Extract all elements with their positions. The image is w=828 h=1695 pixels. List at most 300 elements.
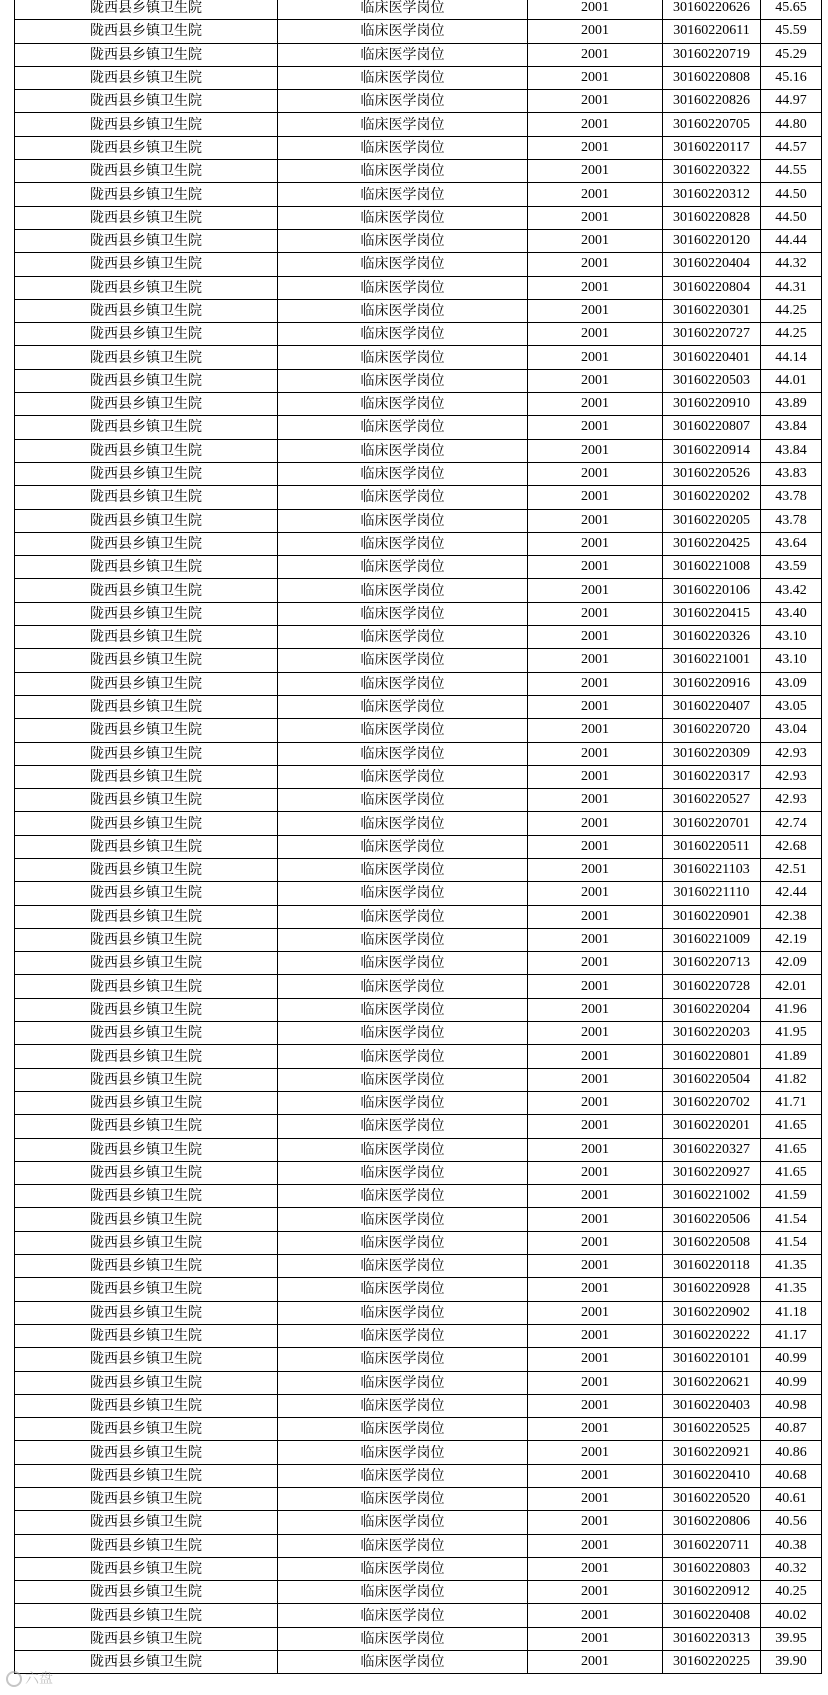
table-row	[15, 486, 822, 509]
table-row	[15, 928, 822, 951]
score-cell: 43.09	[761, 672, 822, 695]
score-cell: 42.93	[761, 742, 822, 765]
ticket-number-cell: 30160220317	[663, 765, 761, 788]
score-cell: 41.18	[761, 1301, 822, 1324]
position-cell: 临床医学岗位	[278, 1441, 528, 1464]
unit-cell: 陇西县乡镇卫生院	[15, 1231, 278, 1254]
unit-cell: 陇西县乡镇卫生院	[15, 229, 278, 252]
score-cell: 45.59	[761, 20, 822, 43]
table-row	[15, 1255, 822, 1278]
table-row	[15, 1394, 822, 1417]
table-row	[15, 90, 822, 113]
position-code-cell: 2001	[528, 1115, 663, 1138]
ticket-number-cell: 30160220807	[663, 416, 761, 439]
unit-cell: 陇西县乡镇卫生院	[15, 1604, 278, 1627]
score-cell: 40.99	[761, 1348, 822, 1371]
position-code-cell: 2001	[528, 90, 663, 113]
score-cell: 42.51	[761, 858, 822, 881]
unit-cell: 陇西县乡镇卫生院	[15, 975, 278, 998]
score-cell: 43.10	[761, 649, 822, 672]
position-cell: 临床医学岗位	[278, 858, 528, 881]
unit-cell: 陇西县乡镇卫生院	[15, 206, 278, 229]
unit-cell: 陇西县乡镇卫生院	[15, 1324, 278, 1347]
ticket-number-cell: 30160220425	[663, 532, 761, 555]
table-row	[15, 882, 822, 905]
position-code-cell: 2001	[528, 1511, 663, 1534]
unit-cell: 陇西县乡镇卫生院	[15, 998, 278, 1021]
position-cell: 临床医学岗位	[278, 556, 528, 579]
position-cell: 临床医学岗位	[278, 1581, 528, 1604]
score-cell: 43.84	[761, 439, 822, 462]
score-cell: 43.59	[761, 556, 822, 579]
position-code-cell: 2001	[528, 253, 663, 276]
score-cell: 41.65	[761, 1115, 822, 1138]
unit-cell: 陇西县乡镇卫生院	[15, 695, 278, 718]
ticket-number-cell: 30160220713	[663, 952, 761, 975]
position-code-cell: 2001	[528, 626, 663, 649]
ticket-number-cell: 30160220720	[663, 719, 761, 742]
score-cell: 40.99	[761, 1371, 822, 1394]
table-row	[15, 649, 822, 672]
score-cell: 41.65	[761, 1138, 822, 1161]
position-cell: 临床医学岗位	[278, 1301, 528, 1324]
unit-cell: 陇西县乡镇卫生院	[15, 1511, 278, 1534]
position-code-cell: 2001	[528, 1138, 663, 1161]
unit-cell: 陇西县乡镇卫生院	[15, 1022, 278, 1045]
table-row	[15, 1185, 822, 1208]
table-row	[15, 439, 822, 462]
unit-cell: 陇西县乡镇卫生院	[15, 136, 278, 159]
unit-cell: 陇西县乡镇卫生院	[15, 1348, 278, 1371]
table-row	[15, 1278, 822, 1301]
table-row	[15, 952, 822, 975]
table-row	[15, 1161, 822, 1184]
position-cell: 临床医学岗位	[278, 1161, 528, 1184]
ticket-number-cell: 30160220504	[663, 1068, 761, 1091]
table-row	[15, 1557, 822, 1580]
table-row	[15, 1022, 822, 1045]
unit-cell: 陇西县乡镇卫生院	[15, 509, 278, 532]
unit-cell: 陇西县乡镇卫生院	[15, 1441, 278, 1464]
score-cell: 40.25	[761, 1581, 822, 1604]
score-cell: 41.65	[761, 1161, 822, 1184]
position-code-cell: 2001	[528, 1278, 663, 1301]
table-row	[15, 253, 822, 276]
position-cell: 临床医学岗位	[278, 1091, 528, 1114]
position-code-cell: 2001	[528, 1301, 663, 1324]
unit-cell: 陇西县乡镇卫生院	[15, 835, 278, 858]
unit-cell: 陇西县乡镇卫生院	[15, 765, 278, 788]
score-cell: 41.82	[761, 1068, 822, 1091]
position-cell: 临床医学岗位	[278, 1231, 528, 1254]
score-cell: 43.84	[761, 416, 822, 439]
position-code-cell: 2001	[528, 1488, 663, 1511]
position-cell: 临床医学岗位	[278, 1022, 528, 1045]
ticket-number-cell: 30160220912	[663, 1581, 761, 1604]
position-code-cell: 2001	[528, 579, 663, 602]
position-code-cell: 2001	[528, 1441, 663, 1464]
position-cell: 临床医学岗位	[278, 975, 528, 998]
ticket-number-cell: 30160220526	[663, 462, 761, 485]
unit-cell: 陇西县乡镇卫生院	[15, 672, 278, 695]
score-cell: 40.68	[761, 1464, 822, 1487]
table-row	[15, 206, 822, 229]
position-code-cell: 2001	[528, 1208, 663, 1231]
position-cell: 临床医学岗位	[278, 416, 528, 439]
ticket-number-cell: 30160221110	[663, 882, 761, 905]
ticket-number-cell: 30160220410	[663, 1464, 761, 1487]
score-cell: 41.35	[761, 1255, 822, 1278]
score-cell: 42.44	[761, 882, 822, 905]
position-cell: 临床医学岗位	[278, 719, 528, 742]
position-code-cell: 2001	[528, 1464, 663, 1487]
position-code-cell: 2001	[528, 1627, 663, 1650]
position-code-cell: 2001	[528, 416, 663, 439]
unit-cell: 陇西县乡镇卫生院	[15, 789, 278, 812]
unit-cell: 陇西县乡镇卫生院	[15, 1068, 278, 1091]
score-cell: 43.42	[761, 579, 822, 602]
position-code-cell: 2001	[528, 369, 663, 392]
table-row	[15, 276, 822, 299]
ticket-number-cell: 30160221009	[663, 928, 761, 951]
table-row	[15, 43, 822, 66]
unit-cell: 陇西县乡镇卫生院	[15, 486, 278, 509]
position-cell: 临床医学岗位	[278, 43, 528, 66]
position-cell: 临床医学岗位	[278, 602, 528, 625]
unit-cell: 陇西县乡镇卫生院	[15, 160, 278, 183]
position-code-cell: 2001	[528, 323, 663, 346]
score-cell: 41.59	[761, 1185, 822, 1208]
score-cell: 41.17	[761, 1324, 822, 1347]
ticket-number-cell: 30160221103	[663, 858, 761, 881]
ticket-number-cell: 30160220309	[663, 742, 761, 765]
score-cell: 42.68	[761, 835, 822, 858]
ticket-number-cell: 30160220901	[663, 905, 761, 928]
ticket-number-cell: 30160220525	[663, 1418, 761, 1441]
position-cell: 临床医学岗位	[278, 1045, 528, 1068]
unit-cell: 陇西县乡镇卫生院	[15, 1138, 278, 1161]
score-cell: 40.02	[761, 1604, 822, 1627]
position-code-cell: 2001	[528, 1371, 663, 1394]
table-row	[15, 1324, 822, 1347]
unit-cell: 陇西县乡镇卫生院	[15, 346, 278, 369]
table-row	[15, 1627, 822, 1650]
table-row	[15, 742, 822, 765]
table-row	[15, 1091, 822, 1114]
unit-cell: 陇西县乡镇卫生院	[15, 393, 278, 416]
table-row	[15, 532, 822, 555]
ticket-number-cell: 30160220408	[663, 1604, 761, 1627]
score-cell: 41.54	[761, 1208, 822, 1231]
results-table-body	[15, 0, 822, 1674]
position-code-cell: 2001	[528, 136, 663, 159]
position-code-cell: 2001	[528, 462, 663, 485]
score-cell: 41.89	[761, 1045, 822, 1068]
position-code-cell: 2001	[528, 532, 663, 555]
position-cell: 临床医学岗位	[278, 1208, 528, 1231]
position-cell: 临床医学岗位	[278, 206, 528, 229]
unit-cell: 陇西县乡镇卫生院	[15, 812, 278, 835]
ticket-number-cell: 30160220803	[663, 1557, 761, 1580]
ticket-number-cell: 30160220914	[663, 439, 761, 462]
position-cell: 临床医学岗位	[278, 393, 528, 416]
position-cell: 临床医学岗位	[278, 1324, 528, 1347]
unit-cell: 陇西县乡镇卫生院	[15, 719, 278, 742]
unit-cell: 陇西县乡镇卫生院	[15, 626, 278, 649]
table-row	[15, 346, 822, 369]
table-row	[15, 719, 822, 742]
position-cell: 临床医学岗位	[278, 998, 528, 1021]
unit-cell: 陇西县乡镇卫生院	[15, 1464, 278, 1487]
ticket-number-cell: 30160220910	[663, 393, 761, 416]
ticket-number-cell: 30160220101	[663, 1348, 761, 1371]
unit-cell: 陇西县乡镇卫生院	[15, 858, 278, 881]
ticket-number-cell: 30160220205	[663, 509, 761, 532]
unit-cell: 陇西县乡镇卫生院	[15, 90, 278, 113]
table-row	[15, 579, 822, 602]
table-row	[15, 1231, 822, 1254]
ticket-number-cell: 30160220117	[663, 136, 761, 159]
ticket-number-cell: 30160220327	[663, 1138, 761, 1161]
position-code-cell: 2001	[528, 276, 663, 299]
position-cell: 临床医学岗位	[278, 1185, 528, 1208]
position-cell: 临床医学岗位	[278, 0, 528, 20]
position-code-cell: 2001	[528, 1534, 663, 1557]
position-code-cell: 2001	[528, 206, 663, 229]
unit-cell: 陇西县乡镇卫生院	[15, 532, 278, 555]
table-row	[15, 66, 822, 89]
position-code-cell: 2001	[528, 998, 663, 1021]
score-cell: 43.40	[761, 602, 822, 625]
score-cell: 44.97	[761, 90, 822, 113]
position-code-cell: 2001	[528, 1324, 663, 1347]
ticket-number-cell: 30160220828	[663, 206, 761, 229]
unit-cell: 陇西县乡镇卫生院	[15, 649, 278, 672]
position-code-cell: 2001	[528, 299, 663, 322]
table-row	[15, 229, 822, 252]
position-cell: 临床医学岗位	[278, 1138, 528, 1161]
score-cell: 40.87	[761, 1418, 822, 1441]
ticket-number-cell: 30160220801	[663, 1045, 761, 1068]
position-code-cell: 2001	[528, 1581, 663, 1604]
score-cell: 43.89	[761, 393, 822, 416]
table-row	[15, 1441, 822, 1464]
table-row	[15, 416, 822, 439]
table-row	[15, 1348, 822, 1371]
unit-cell: 陇西县乡镇卫生院	[15, 416, 278, 439]
score-cell: 43.64	[761, 532, 822, 555]
position-code-cell: 2001	[528, 1348, 663, 1371]
position-cell: 临床医学岗位	[278, 1115, 528, 1138]
position-code-cell: 2001	[528, 882, 663, 905]
position-cell: 临床医学岗位	[278, 346, 528, 369]
ticket-number-cell: 30160220403	[663, 1394, 761, 1417]
score-cell: 42.01	[761, 975, 822, 998]
unit-cell: 陇西县乡镇卫生院	[15, 43, 278, 66]
position-cell: 临床医学岗位	[278, 509, 528, 532]
position-cell: 临床医学岗位	[278, 369, 528, 392]
watermark-logo-icon	[6, 1671, 22, 1687]
ticket-number-cell: 30160220527	[663, 789, 761, 812]
position-code-cell: 2001	[528, 183, 663, 206]
watermark	[6, 1668, 53, 1688]
table-row	[15, 1651, 822, 1674]
position-cell: 临床医学岗位	[278, 113, 528, 136]
position-code-cell: 2001	[528, 1604, 663, 1627]
ticket-number-cell: 30160220415	[663, 602, 761, 625]
unit-cell: 陇西县乡镇卫生院	[15, 1534, 278, 1557]
unit-cell: 陇西县乡镇卫生院	[15, 1255, 278, 1278]
table-row	[15, 1115, 822, 1138]
position-cell: 临床医学岗位	[278, 160, 528, 183]
score-cell: 42.19	[761, 928, 822, 951]
unit-cell: 陇西县乡镇卫生院	[15, 369, 278, 392]
score-cell: 40.38	[761, 1534, 822, 1557]
position-code-cell: 2001	[528, 1651, 663, 1674]
position-code-cell: 2001	[528, 486, 663, 509]
position-cell: 临床医学岗位	[278, 1557, 528, 1580]
table-row	[15, 1534, 822, 1557]
table-row	[15, 1068, 822, 1091]
ticket-number-cell: 30160220804	[663, 276, 761, 299]
score-cell: 43.04	[761, 719, 822, 742]
ticket-number-cell: 30160220407	[663, 695, 761, 718]
position-cell: 临床医学岗位	[278, 952, 528, 975]
position-cell: 临床医学岗位	[278, 532, 528, 555]
score-cell: 43.10	[761, 626, 822, 649]
unit-cell: 陇西县乡镇卫生院	[15, 276, 278, 299]
ticket-number-cell: 30160220313	[663, 1627, 761, 1650]
ticket-number-cell: 30160220508	[663, 1231, 761, 1254]
table-row	[15, 509, 822, 532]
ticket-number-cell: 30160220916	[663, 672, 761, 695]
score-cell: 40.86	[761, 1441, 822, 1464]
score-cell: 40.98	[761, 1394, 822, 1417]
position-code-cell: 2001	[528, 1185, 663, 1208]
unit-cell: 陇西县乡镇卫生院	[15, 882, 278, 905]
position-code-cell: 2001	[528, 1161, 663, 1184]
score-cell: 41.71	[761, 1091, 822, 1114]
table-row	[15, 1208, 822, 1231]
unit-cell: 陇西县乡镇卫生院	[15, 183, 278, 206]
table-row	[15, 323, 822, 346]
score-cell: 44.80	[761, 113, 822, 136]
score-cell: 41.54	[761, 1231, 822, 1254]
score-cell: 42.93	[761, 789, 822, 812]
position-cell: 临床医学岗位	[278, 1255, 528, 1278]
position-cell: 临床医学岗位	[278, 66, 528, 89]
position-code-cell: 2001	[528, 1394, 663, 1417]
ticket-number-cell: 30160220404	[663, 253, 761, 276]
score-cell: 39.90	[761, 1651, 822, 1674]
table-row	[15, 0, 822, 20]
position-cell: 临床医学岗位	[278, 1488, 528, 1511]
table-row	[15, 858, 822, 881]
position-cell: 临床医学岗位	[278, 1627, 528, 1650]
table-row	[15, 113, 822, 136]
unit-cell: 陇西县乡镇卫生院	[15, 323, 278, 346]
position-code-cell: 2001	[528, 556, 663, 579]
position-cell: 临床医学岗位	[278, 742, 528, 765]
ticket-number-cell: 30160220511	[663, 835, 761, 858]
position-cell: 临床医学岗位	[278, 649, 528, 672]
position-code-cell: 2001	[528, 835, 663, 858]
unit-cell: 陇西县乡镇卫生院	[15, 1651, 278, 1674]
unit-cell: 陇西县乡镇卫生院	[15, 462, 278, 485]
ticket-number-cell: 30160220225	[663, 1651, 761, 1674]
position-cell: 临床医学岗位	[278, 672, 528, 695]
position-cell: 临床医学岗位	[278, 1068, 528, 1091]
ticket-number-cell: 30160220728	[663, 975, 761, 998]
ticket-number-cell: 30160220826	[663, 90, 761, 113]
position-code-cell: 2001	[528, 393, 663, 416]
ticket-number-cell: 30160220621	[663, 1371, 761, 1394]
table-row	[15, 1488, 822, 1511]
unit-cell: 陇西县乡镇卫生院	[15, 0, 278, 20]
unit-cell: 陇西县乡镇卫生院	[15, 113, 278, 136]
position-code-cell: 2001	[528, 858, 663, 881]
position-code-cell: 2001	[528, 346, 663, 369]
table-row	[15, 1371, 822, 1394]
score-cell: 45.65	[761, 0, 822, 20]
ticket-number-cell: 30160221002	[663, 1185, 761, 1208]
position-code-cell: 2001	[528, 1045, 663, 1068]
table-row	[15, 695, 822, 718]
unit-cell: 陇西县乡镇卫生院	[15, 1278, 278, 1301]
ticket-number-cell: 30160220312	[663, 183, 761, 206]
unit-cell: 陇西县乡镇卫生院	[15, 1185, 278, 1208]
score-cell: 41.96	[761, 998, 822, 1021]
unit-cell: 陇西县乡镇卫生院	[15, 1488, 278, 1511]
table-row	[15, 136, 822, 159]
position-cell: 临床医学岗位	[278, 1348, 528, 1371]
score-cell: 45.16	[761, 66, 822, 89]
position-code-cell: 2001	[528, 66, 663, 89]
table-row	[15, 789, 822, 812]
position-cell: 临床医学岗位	[278, 1604, 528, 1627]
score-cell: 43.83	[761, 462, 822, 485]
score-cell: 42.93	[761, 765, 822, 788]
score-cell: 42.74	[761, 812, 822, 835]
table-row	[15, 556, 822, 579]
table-row	[15, 998, 822, 1021]
score-cell: 44.44	[761, 229, 822, 252]
position-cell: 临床医学岗位	[278, 928, 528, 951]
ticket-number-cell: 30160220702	[663, 1091, 761, 1114]
score-cell: 44.50	[761, 206, 822, 229]
unit-cell: 陇西县乡镇卫生院	[15, 905, 278, 928]
unit-cell: 陇西县乡镇卫生院	[15, 1627, 278, 1650]
ticket-number-cell: 30160220222	[663, 1324, 761, 1347]
position-code-cell: 2001	[528, 695, 663, 718]
position-cell: 临床医学岗位	[278, 20, 528, 43]
position-cell: 临床医学岗位	[278, 299, 528, 322]
table-row	[15, 812, 822, 835]
ticket-number-cell: 30160220203	[663, 1022, 761, 1045]
score-cell: 42.38	[761, 905, 822, 928]
table-row	[15, 393, 822, 416]
position-cell: 临床医学岗位	[278, 579, 528, 602]
ticket-number-cell: 30160220503	[663, 369, 761, 392]
position-cell: 临床医学岗位	[278, 1464, 528, 1487]
unit-cell: 陇西县乡镇卫生院	[15, 579, 278, 602]
position-cell: 临床医学岗位	[278, 1511, 528, 1534]
score-cell: 41.95	[761, 1022, 822, 1045]
position-cell: 临床医学岗位	[278, 439, 528, 462]
unit-cell: 陇西县乡镇卫生院	[15, 1557, 278, 1580]
position-code-cell: 2001	[528, 928, 663, 951]
unit-cell: 陇西县乡镇卫生院	[15, 742, 278, 765]
